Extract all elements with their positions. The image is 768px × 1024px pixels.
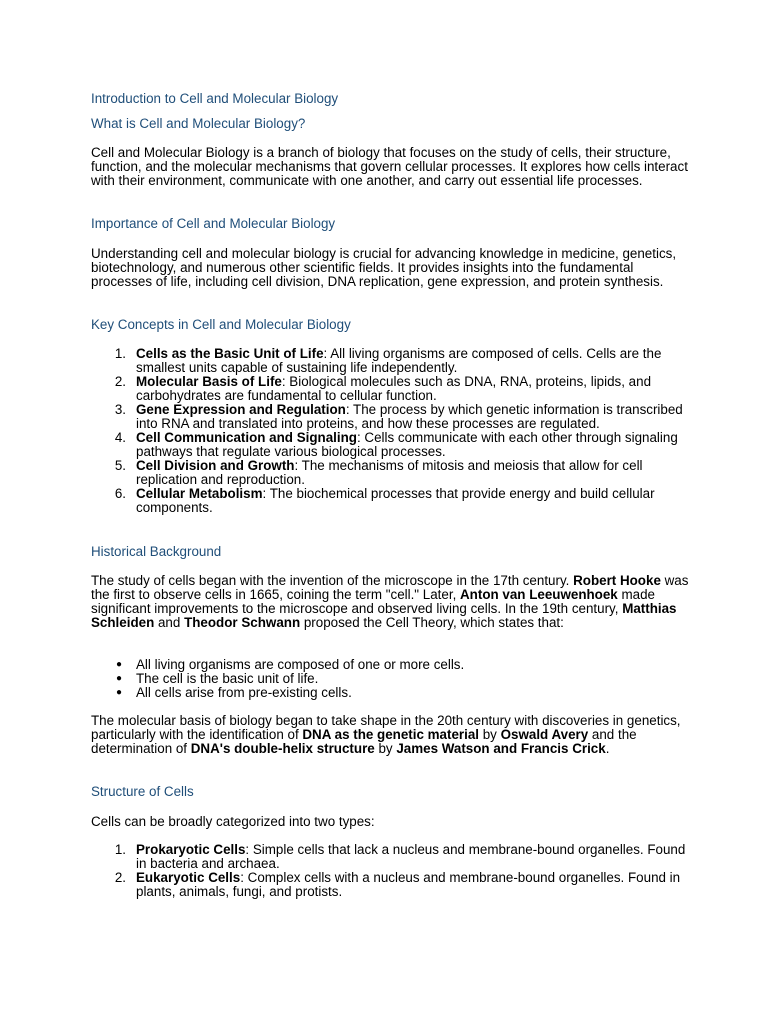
bullet-icon: ● xyxy=(116,687,123,698)
molecular-text: by xyxy=(479,727,501,742)
cell-type-term: Eukaryotic Cells xyxy=(136,870,241,885)
bullet-icon: ● xyxy=(116,659,123,670)
list-number: 1. xyxy=(114,346,126,361)
key-concepts-list xyxy=(91,347,691,515)
paragraph-structure-intro: Cells can be broadly categorized into two types: xyxy=(91,814,375,829)
molecular-emphasis: James Watson and Francis Crick xyxy=(396,741,606,756)
molecular-emphasis: Oswald Avery xyxy=(500,727,589,742)
list-item xyxy=(91,871,691,899)
list-item xyxy=(91,431,691,459)
list-item xyxy=(91,347,691,375)
concept-term: Cells as the Basic Unit of Life xyxy=(136,346,324,361)
list-item xyxy=(91,459,691,487)
bullet-text: The cell is the basic unit of life. xyxy=(136,671,319,686)
concept-description: : All living organisms are composed of cells. Cells are the smallest units capable of sustaining life independently. xyxy=(136,346,662,375)
concept-description: : The biochemical processes that provide energy and build cellular components. xyxy=(136,486,655,515)
heading-importance: Importance of Cell and Molecular Biology xyxy=(91,216,336,231)
bullet-icon: ● xyxy=(116,673,123,684)
history-name: Theodor Schwann xyxy=(184,615,301,630)
list-item xyxy=(91,672,691,686)
cell-theory-list xyxy=(91,658,691,700)
bullet-text: All living organisms are composed of one or more cells. xyxy=(136,657,465,672)
molecular-text: by xyxy=(374,741,397,756)
heading-key-concepts: Key Concepts in Cell and Molecular Biology xyxy=(91,317,351,332)
list-number: 6. xyxy=(114,486,126,501)
molecular-text: . xyxy=(605,741,610,756)
paragraph-importance: Understanding cell and molecular biology is crucial for advancing knowledge in medicine, genetics, biotechnology, and numerous other scientific fields. It provides insights into the fundamental processes of life, including cell division, DNA replication, gene expression, and protein synthesis. xyxy=(91,246,677,289)
concept-term: Cell Communication and Signaling xyxy=(136,430,357,445)
list-number: 3. xyxy=(114,402,126,417)
concept-description: : The process by which genetic information is transcribed into RNA and translated into proteins, and how these processes are regulated. xyxy=(136,402,683,431)
concept-term: Cellular Metabolism xyxy=(136,486,263,501)
list-item xyxy=(91,487,691,515)
history-text: and xyxy=(154,615,185,630)
molecular-text: and the determination of xyxy=(91,727,637,756)
heading-what: What is Cell and Molecular Biology? xyxy=(91,116,306,131)
concept-description: : Biological molecules such as DNA, RNA, proteins, lipids, and carbohydrates are fundamental to cellular function. xyxy=(136,374,652,403)
history-text: made significant improvements to the microscope and observed living cells. In the 19th century, xyxy=(91,587,655,616)
history-name: Matthias Schleiden xyxy=(91,601,677,630)
history-text: was the first to observe cells in 1665, coining the term "cell." Later, xyxy=(91,573,689,602)
cell-type-description: : Simple cells that lack a nucleus and membrane-bound organelles. Found in bacteria and archaea. xyxy=(136,842,686,871)
list-item xyxy=(91,375,691,403)
list-item xyxy=(91,658,691,672)
concept-description: : The mechanisms of mitosis and meiosis that allow for cell replication and reproduction. xyxy=(136,458,643,487)
list-item xyxy=(91,403,691,431)
heading-structure: Structure of Cells xyxy=(91,784,194,799)
cell-type-description: : Complex cells with a nucleus and membrane-bound organelles. Found in plants, animals, fungi, and protists. xyxy=(136,870,681,899)
list-number: 4. xyxy=(114,430,126,445)
concept-description: : Cells communicate with each other through signaling pathways that regulate various biological processes. xyxy=(136,430,678,459)
history-text: proposed the Cell Theory, which states that: xyxy=(300,615,564,630)
list-item xyxy=(91,686,691,700)
document-title: Introduction to Cell and Molecular Biology xyxy=(91,91,339,106)
molecular-emphasis: DNA as the genetic material xyxy=(302,727,480,742)
concept-term: Gene Expression and Regulation xyxy=(136,402,346,417)
cell-types-list xyxy=(91,843,691,899)
molecular-emphasis: DNA's double-helix structure xyxy=(190,741,375,756)
bullet-text: All cells arise from pre-existing cells. xyxy=(136,685,352,700)
heading-history: Historical Background xyxy=(91,544,222,559)
history-text: The study of cells began with the invention of the microscope in the 17th century. xyxy=(91,573,574,588)
list-number: 1. xyxy=(114,842,126,857)
concept-term: Cell Division and Growth xyxy=(136,458,295,473)
history-name: Robert Hooke xyxy=(573,573,661,588)
cell-type-term: Prokaryotic Cells xyxy=(136,842,246,857)
history-name: Anton van Leeuwenhoek xyxy=(460,587,618,602)
list-number: 2. xyxy=(114,374,126,389)
concept-term: Molecular Basis of Life xyxy=(136,374,282,389)
paragraph-molecular xyxy=(91,714,691,756)
molecular-text: The molecular basis of biology began to take shape in the 20th century with discoveries in genetics, particularly with the identification of xyxy=(91,713,681,742)
list-item xyxy=(91,843,691,871)
list-number: 5. xyxy=(114,458,126,473)
list-number: 2. xyxy=(114,870,126,885)
paragraph-what: Cell and Molecular Biology is a branch of biology that focuses on the study of cells, their structure, function, and the molecular mechanisms that govern cellular processes. It explores how cells interact with their environment, communicate with one another, and carry out essential life processes. xyxy=(91,145,688,188)
paragraph-history xyxy=(91,574,691,630)
